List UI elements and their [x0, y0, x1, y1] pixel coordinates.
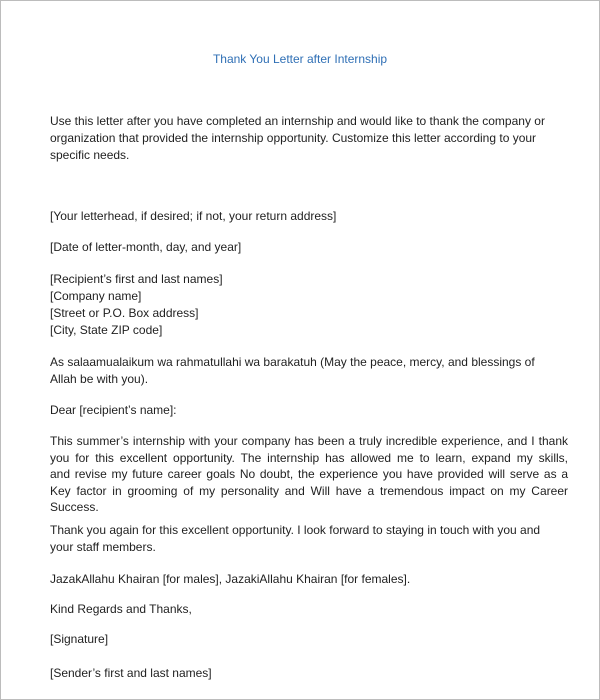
intro-paragraph: [50, 113, 568, 164]
thanks-line: your staff members.: [50, 540, 156, 554]
letterhead-placeholder: [Your letterhead, if desired; if not, your return address]: [50, 209, 337, 223]
recipient-name-line: [Recipient’s first and last names]: [50, 272, 223, 286]
thanks-line: Thank you again for this excellent opportunity. I look forward to staying in touch with you and: [50, 523, 541, 537]
body-line: Success.: [50, 500, 99, 515]
body-line: This summer’s internship with your company has been a truly incredible experience, and I thank: [50, 434, 568, 448]
intro-line: organization that provided the internship opportunity. Customize this letter according to your: [50, 131, 537, 145]
street-address-line: [Street or P.O. Box address]: [50, 306, 199, 320]
intro-line: Use this letter after you have completed an internship and would like to thank the company or: [50, 114, 545, 128]
salaam-line: As salaamualaikum wa rahmatullahi wa barakatuh (May the peace, mercy, and blessings of: [50, 355, 535, 369]
date-placeholder: [Date of letter-month, day, and year]: [50, 240, 242, 254]
salaam-greeting: [50, 354, 568, 388]
intro-line: specific needs.: [50, 148, 130, 162]
sender-name-placeholder: [Sender’s first and last names]: [50, 666, 212, 680]
jazak-line: JazakAllahu Khairan [for males], JazakiAllahu Khairan [for females].: [50, 572, 411, 586]
body-line: and revise my future career goals No doubt, the experience you have provided will serve as a: [50, 467, 568, 482]
city-state-zip-line: [City, State ZIP code]: [50, 323, 163, 337]
body-line: you for this excellent opportunity. The internship has allowed me to learn, expand my skills,: [50, 450, 568, 465]
closing: Kind Regards and Thanks,: [50, 602, 192, 616]
body-line: Key factor in grooming of my personality and Will have a tremendous impact on my Career: [50, 483, 568, 498]
document-title: Thank You Letter after Internship: [212, 52, 388, 66]
salaam-line: Allah be with you).: [50, 372, 149, 386]
recipient-address: [50, 271, 568, 339]
signature-placeholder: [Signature]: [50, 632, 109, 646]
thanks-paragraph: [50, 522, 568, 556]
company-name-line: [Company name]: [50, 289, 142, 303]
body-paragraph: [50, 433, 568, 516]
salutation: Dear [recipient’s name]:: [50, 403, 177, 417]
